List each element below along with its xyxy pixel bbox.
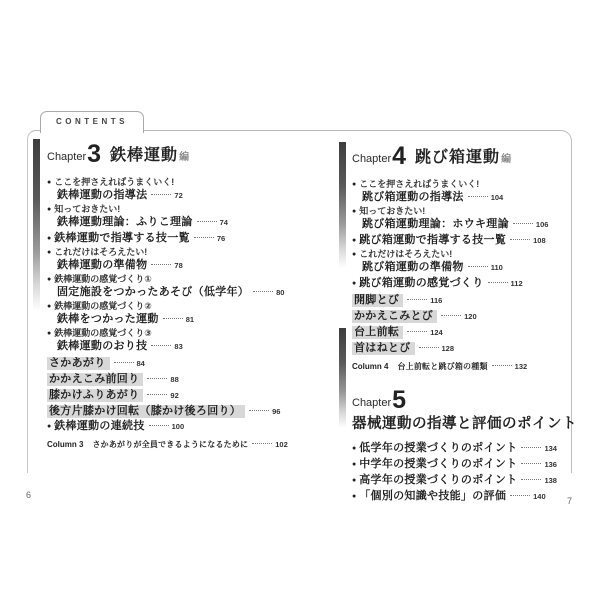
contents-tab-label: CONTENTS: [56, 117, 128, 126]
chapter-title-suffix: 編: [501, 154, 512, 165]
column-note: [47, 439, 309, 450]
toc-item-title: 台上前転: [352, 326, 403, 339]
toc-item-title: 首はねとび: [352, 342, 415, 355]
dotted-leader: [114, 362, 134, 363]
toc-item-title: 鉄棒運動で指導する技一覧: [54, 232, 190, 244]
column-title: 台上前転と跳び箱の種類: [397, 362, 488, 371]
toc-item-page: 100: [171, 422, 185, 431]
right-page-folio: 7: [567, 496, 573, 506]
toc-item-page: 74: [219, 218, 228, 227]
dotted-leader: [194, 237, 214, 238]
toc-item-page: 72: [174, 191, 183, 200]
toc-item-lead: ● 知っておきたい!: [47, 204, 309, 215]
chapter-title: 鉄棒運動: [110, 147, 179, 164]
toc-item: [352, 233, 580, 247]
dotted-leader: [488, 282, 508, 283]
dotted-leader: [151, 345, 171, 346]
toc-item: [47, 231, 309, 245]
toc-item-title: 鉄棒運動理論：ふりこ理論: [57, 216, 193, 228]
toc-item-title: 低学年の授業づくりのポイント: [359, 442, 518, 454]
chapter4-heading: [352, 142, 580, 171]
toc-item-title: 「個別の知識や技能」の評価: [359, 490, 507, 502]
toc-item-highlighted: [47, 403, 309, 418]
toc-item-title: 跳び箱運動で指導する技一覧: [359, 234, 507, 246]
dotted-leader: [492, 365, 512, 366]
toc-item-lead: ● 知っておきたい!: [352, 206, 580, 217]
column-label: Column 3: [47, 440, 84, 449]
dotted-leader: [197, 221, 217, 222]
toc-item-page: 104: [490, 193, 504, 202]
dotted-leader: [521, 479, 541, 480]
chapter5-heading: [352, 386, 580, 433]
dotted-leader: [147, 378, 167, 379]
dotted-leader: [407, 331, 427, 332]
toc-item-page: 116: [430, 296, 443, 305]
toc-item-highlighted: [47, 371, 309, 386]
dotted-leader: [510, 495, 530, 496]
dotted-leader: [521, 447, 541, 448]
chapter-label: Chapter: [352, 153, 392, 165]
dotted-leader: [253, 291, 273, 292]
toc-item-page: 134: [544, 444, 557, 453]
toc-item-title: さかあがり: [47, 357, 110, 370]
toc-item-title: 高学年の授業づくりのポイント: [359, 474, 518, 486]
chapter-title-suffix: 編: [179, 152, 190, 163]
toc-item: [352, 473, 580, 487]
chapter-number: 5: [392, 386, 407, 414]
toc-item-lead: ● 鉄棒運動の感覚づくり③: [47, 328, 309, 339]
toc-item-page: 92: [170, 391, 179, 400]
toc-item-highlighted: [352, 308, 580, 323]
toc-item-page: 112: [510, 279, 523, 288]
toc-item-title: 鉄棒運動の準備物: [57, 259, 148, 271]
chapter-label: Chapter: [352, 397, 392, 409]
toc-item-page: 106: [535, 220, 549, 229]
toc-item-title: 跳び箱運動の感覚づくり: [359, 277, 484, 289]
toc-item-lead: ● ここを押さえればうまくいく!: [47, 177, 309, 188]
column-note: [352, 361, 580, 372]
toc-item-page: 128: [441, 344, 455, 353]
chapter3-heading: [47, 140, 309, 169]
dotted-leader: [249, 410, 269, 411]
toc-item-title: 膝かけふりあがり: [47, 389, 143, 402]
toc-item: [47, 328, 309, 353]
toc-item-page: 110: [490, 263, 503, 272]
left-page-column: [47, 140, 309, 450]
dotted-leader: [468, 196, 488, 197]
toc-item: [47, 419, 309, 433]
toc-item-page: 96: [272, 407, 281, 416]
toc-item-page: 124: [430, 328, 443, 337]
toc-item-title: かかえこみとび: [352, 310, 437, 323]
toc-item-highlighted: [352, 340, 580, 355]
chapter-number: 4: [392, 142, 407, 170]
chapter3-accent-bar: [33, 139, 40, 311]
toc-item-page: 84: [136, 359, 145, 368]
dotted-leader: [151, 194, 171, 195]
dotted-leader: [407, 299, 427, 300]
dotted-leader: [147, 394, 167, 395]
toc-item-title: 鉄棒運動の指導法: [57, 189, 148, 201]
toc-item-page: 136: [544, 460, 557, 469]
toc-item-title: 跳び箱運動理論：ホウキ理論: [362, 218, 509, 230]
dotted-leader: [521, 463, 541, 464]
toc-item-title: 鉄棒をつかった運動: [57, 313, 159, 325]
toc-item-lead: ● ここを押さえればうまくいく!: [352, 179, 580, 190]
toc-item-title: 鉄棒運動の連続技: [54, 420, 145, 432]
left-page-folio: 6: [26, 490, 32, 500]
column-title: さかあがりが全員できるようになるために: [92, 440, 249, 449]
dotted-leader: [468, 266, 488, 267]
toc-item-page: 78: [174, 261, 183, 270]
toc-item-title: 後方片膝かけ回転（膝かけ後ろ回り）: [47, 405, 245, 418]
chapter-label: Chapter: [47, 151, 87, 163]
toc-item: [47, 247, 309, 272]
dotted-leader: [441, 315, 461, 316]
chapter-number: 3: [87, 140, 102, 168]
contents-tab: [40, 111, 144, 133]
toc-item-page: 108: [533, 236, 546, 245]
toc-item-page: 83: [174, 342, 183, 351]
toc-item-page: 81: [185, 315, 195, 324]
toc-item: [47, 177, 309, 202]
toc-item-lead: ● 鉄棒運動の感覚づくり①: [47, 274, 309, 285]
toc-item: [352, 457, 580, 471]
dotted-leader: [513, 223, 533, 224]
toc-item: [352, 441, 580, 455]
dotted-leader: [163, 318, 183, 319]
toc-item-page: 120: [464, 312, 477, 321]
toc-item-page: 140: [533, 492, 546, 501]
column-page: 132: [514, 362, 528, 371]
toc-item: [352, 179, 580, 204]
dotted-leader: [252, 443, 272, 444]
chapter-title: 器械運動の指導と評価のポイント: [352, 416, 577, 432]
toc-item-highlighted: [47, 355, 309, 370]
toc-item-title: かかえこみ前回り: [47, 373, 143, 386]
toc-item-highlighted: [352, 292, 580, 307]
toc-item-page: 138: [544, 476, 557, 485]
toc-item-highlighted: [352, 324, 580, 339]
toc-item: [352, 249, 580, 274]
toc-item-title: 開脚とび: [352, 294, 403, 307]
toc-item-page: 88: [170, 375, 179, 384]
right-page-column: [352, 142, 580, 505]
toc-item-title: 鉄棒運動のおり技: [57, 340, 148, 352]
chapter5-accent-bar: [339, 328, 346, 428]
toc-item-title: 跳び箱運動の指導法: [362, 191, 464, 203]
toc-item-lead: ● 鉄棒運動の感覚づくり②: [47, 301, 309, 312]
toc-item-highlighted: [47, 387, 309, 402]
toc-item-page: 80: [276, 288, 285, 297]
toc-item: [47, 301, 309, 326]
toc-item: [352, 489, 580, 503]
toc-item-title: 固定施設をつかったあそび（低学年）: [57, 286, 250, 298]
toc-item: [47, 274, 309, 299]
toc-item-title: 中学年の授業づくりのポイント: [359, 458, 518, 470]
column-label: Column 4: [352, 362, 389, 371]
dotted-leader: [419, 347, 439, 348]
dotted-leader: [151, 264, 171, 265]
toc-item-lead: ● これだけはそろえたい!: [352, 249, 580, 260]
dotted-leader: [149, 425, 169, 426]
toc-item: [352, 206, 580, 231]
column-page: 102: [275, 440, 288, 449]
toc-item-lead: ● これだけはそろえたい!: [47, 247, 309, 258]
toc-item: [47, 204, 309, 229]
toc-item: [352, 276, 580, 290]
toc-item-page: 76: [216, 234, 226, 243]
toc-item-title: 跳び箱運動の準備物: [362, 261, 464, 273]
chapter-title: 跳び箱運動: [415, 149, 501, 166]
dotted-leader: [510, 239, 530, 240]
chapter4-accent-bar: [339, 142, 346, 268]
